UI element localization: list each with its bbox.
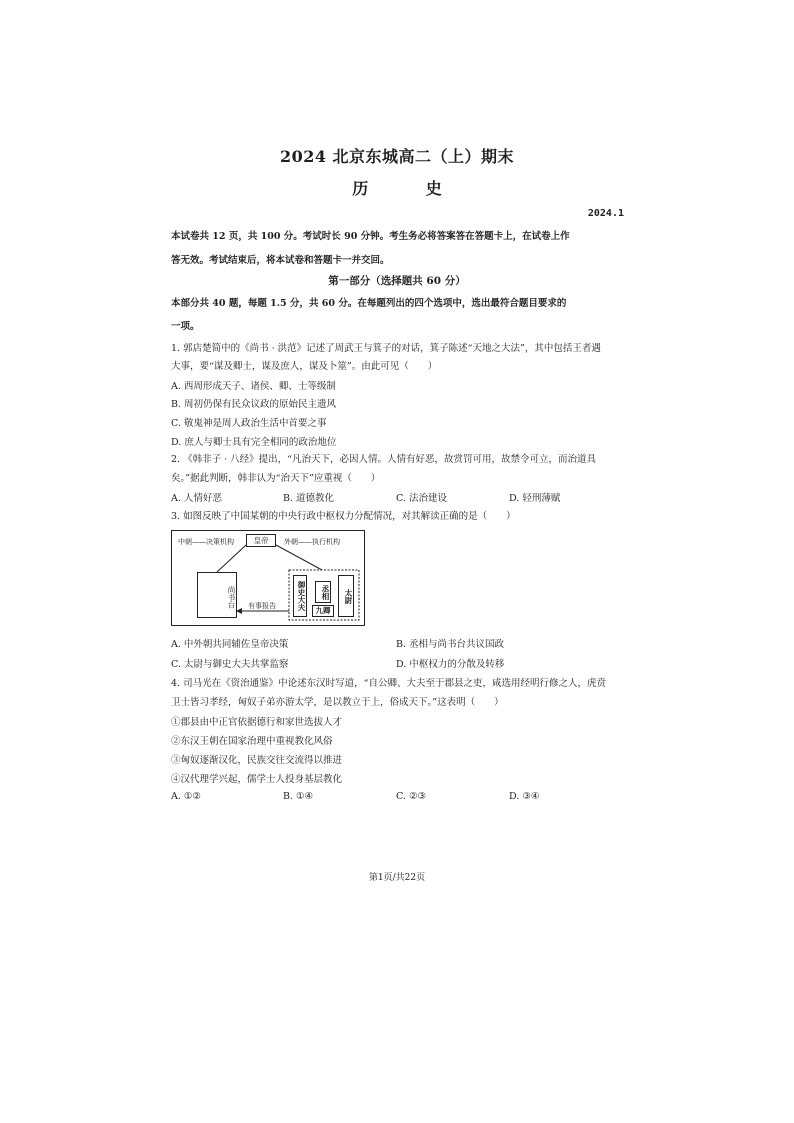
q2-option-c: C. 法治建设 [396, 493, 447, 504]
q1-stem-2: 大事，要“谋及卿士，谋及庶人，谋及卜筮”。由此可见（ ） [171, 361, 438, 372]
q2-stem-1: 2. 《韩非子 · 八经》提出，“凡治天下，必因人情。人情有好恶，故赏罚可用，故禁令可立，而治道具 [171, 454, 597, 465]
q4-stem-1: 4. 司马光在《资治通鉴》中论述东汉时写道，“自公卿、大夫至于郡县之吏，咸选用经明行修之人，虎贲 [171, 678, 606, 689]
chengxiang-box: 丞相 [315, 581, 331, 603]
q2-option-a: A. 人情好恶 [171, 493, 222, 504]
q4-item-3: ③匈奴逐渐汉化，民族交往交流得以推进 [171, 755, 343, 766]
q3-option-c: C. 太尉与御史大夫共掌监察 [171, 659, 289, 670]
emperor-box: 皇帝 [246, 534, 276, 547]
q4-item-4: ④汉代理学兴起，儒学士人投身基层教化 [171, 774, 343, 785]
q3-option-b: B. 丞相与尚书台共议国政 [396, 639, 505, 650]
part-desc-2: 一项。 [171, 321, 200, 332]
q1-option-d: D. 庶人与卿士具有完全相同的政治地位 [171, 437, 337, 448]
page-title: 2024 北京东城高二（上）期末 [279, 147, 515, 166]
part-desc-1: 本部分共 40 题，每题 1.5 分，共 60 分。在每题列出的四个选项中，选出最符合题目要求的 [171, 298, 567, 309]
inner-court-label: 中朝——决策机构 [178, 538, 234, 546]
power-structure-diagram [171, 530, 365, 626]
q4-item-2: ②东汉王朝在国家治理中重视教化风俗 [171, 736, 333, 747]
q2-option-b: B. 道德教化 [283, 493, 335, 504]
q4-option-b: B. ①④ [283, 791, 314, 802]
report-label: 有事报告 [248, 602, 276, 610]
q1-option-b: B. 周初仍保有民众议政的原始民主遗风 [171, 399, 337, 410]
outer-court-label: 外朝——执行机构 [284, 538, 340, 546]
q2-stem-2: 矣。”据此判断，韩非认为“治天下”应重视（ ） [171, 473, 381, 484]
shangshu-box: 尚书台 [197, 572, 237, 618]
q1-option-a: A. 西周形成天子、诸侯、卿、士等级制 [171, 381, 336, 392]
q3-stem: 3. 如图反映了中国某朝的中央行政中枢权力分配情况，对其解读正确的是（ ） [171, 511, 516, 522]
intro-line-1: 本试卷共 12 页，共 100 分。考试时长 90 分钟。考生务必将答案答在答题卡上，在试卷上作 [171, 231, 570, 242]
yushi-box: 御史大夫 [293, 575, 307, 617]
q3-option-a: A. 中外朝共同辅佐皇帝决策 [171, 639, 289, 650]
jiuqing-box: 九卿 [312, 605, 334, 617]
subject-title: 历 史 [352, 179, 468, 198]
page-footer: 第1页/共22页 [368, 873, 426, 883]
q4-stem-2: 卫士皆习孝经，匈奴子弟亦游太学，是以教立于上，俗成天下。”这表明（ ） [171, 697, 504, 708]
q4-option-c: C. ②③ [396, 791, 427, 802]
q4-option-d: D. ③④ [509, 791, 540, 802]
taiwei-box: 太尉 [338, 575, 354, 617]
q1-stem-1: 1. 郭店楚简中的《尚书 · 洪范》记述了周武王与箕子的对话，箕子陈述“天地之大法”，其中包括王者遇 [171, 343, 601, 354]
exam-date: 2024.1 [587, 208, 624, 219]
q4-item-1: ①郡县由中正官依据德行和家世选拔人才 [171, 717, 343, 728]
q2-option-d: D. 轻刑薄赋 [509, 493, 561, 504]
part-heading: 第一部分（选择题共 60 分） [328, 275, 466, 287]
q1-option-c: C. 敬鬼神是周人政治生活中首要之事 [171, 418, 327, 429]
intro-line-2: 答无效。考试结束后，将本试卷和答题卡一并交回。 [171, 255, 390, 266]
q3-option-d: D. 中枢权力的分散及转移 [396, 659, 505, 670]
q4-option-a: A. ①② [171, 791, 201, 802]
